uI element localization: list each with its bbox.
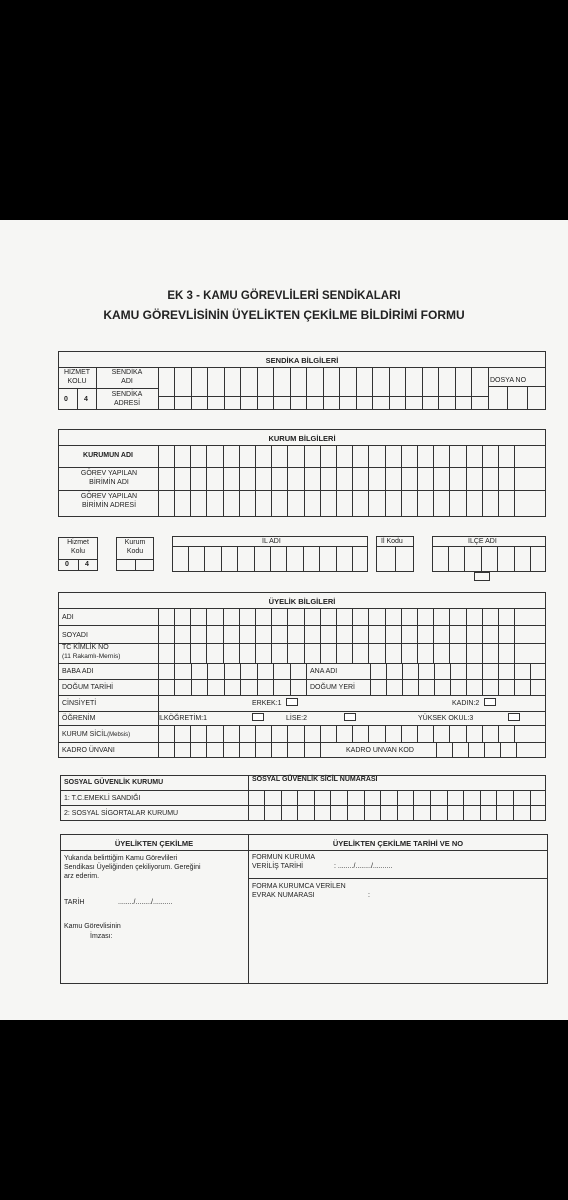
dosya-cell-divider xyxy=(527,386,528,410)
kurum-sicil-cell-divider xyxy=(417,725,418,742)
sendika-cell-divider xyxy=(191,367,192,410)
sosyal-cell-divider xyxy=(281,790,282,821)
soyadi-label: SOYADI xyxy=(62,632,88,639)
kurum-sicil-cell-divider xyxy=(320,725,321,742)
sendika-cell-divider xyxy=(455,367,456,410)
kurum-cell-divider xyxy=(239,445,240,517)
ilce-cell-divider xyxy=(530,546,531,572)
kurum-sicil-label: KURUM SİCİL(Mebsis) xyxy=(62,731,131,738)
ilkogretim-label: İLKÖĞRETİM:1 xyxy=(158,715,208,722)
sosyal-cell-divider xyxy=(480,790,481,821)
ilce-adi-label: İLÇE ADI xyxy=(468,538,497,545)
kurum-cell-divider xyxy=(255,445,256,517)
uyelik-cell-divider-left xyxy=(224,663,225,695)
sosyal-cell-divider xyxy=(496,790,497,821)
cekilme-right-header: ÜYELİKTEN ÇEKİLME TARİHİ VE NO xyxy=(332,839,464,848)
ilce-cell-divider xyxy=(514,546,515,572)
sendika-cell-divider xyxy=(224,367,225,410)
uyelik-cell-divider-left xyxy=(191,663,192,695)
sosyal-opt-emekli: 1: T.C.EMEKLİ SANDIĞI xyxy=(64,795,141,802)
kolu-digit-2: 4 xyxy=(84,396,88,403)
il-cell-divider xyxy=(303,546,304,572)
sendika-cell-divider xyxy=(257,367,258,410)
kadro-kod-cell-divider xyxy=(452,742,453,758)
lise-checkbox[interactable] xyxy=(344,713,356,721)
yuksek-okul-label: YÜKSEK OKUL:3 xyxy=(418,715,474,722)
uyelik-cell-divider-left xyxy=(273,663,274,695)
kurum-cell-divider xyxy=(336,445,337,517)
gorev-birim-adresi-label: GÖREV YAPILAN BİRİMİN ADRESİ xyxy=(80,493,138,509)
kurum-sicil-cell-divider xyxy=(287,725,288,742)
uyelik-cell-divider xyxy=(223,608,224,663)
kurum-sicil-cell-divider xyxy=(190,725,191,742)
uyelik-cell-divider xyxy=(401,608,402,663)
kurum-cell-divider xyxy=(417,445,418,517)
dogum-yeri-label: DOĞUM YERİ xyxy=(310,684,355,691)
kurum-header: KURUM BİLGİLERİ xyxy=(268,434,336,443)
sosyal-cell-divider xyxy=(397,790,398,821)
uyelik-cell-divider xyxy=(449,608,450,663)
sendika-cell-divider xyxy=(339,367,340,410)
tarih-label: TARİH xyxy=(64,899,85,906)
uyelik-cell-divider xyxy=(255,608,256,663)
uyelik-cell-divider xyxy=(239,608,240,663)
uyelik-cell-divider xyxy=(320,608,321,663)
tc-kimlik-label: TC KİMLİK NO xyxy=(62,644,109,651)
sendika-cell-divider xyxy=(290,367,291,410)
uyelik-cell-divider xyxy=(498,608,499,663)
sendika-cell-divider xyxy=(273,367,274,410)
ilkogretim-checkbox[interactable] xyxy=(252,713,264,721)
sosyal-cell-divider xyxy=(430,790,431,821)
kurum-cell-divider xyxy=(466,445,467,517)
uyelik-cell-divider xyxy=(385,608,386,663)
tarih-field[interactable]: ......../......../.......... xyxy=(118,899,173,906)
verilis-tarihi-label: VERİLİŞ TARİHİ xyxy=(252,863,304,870)
hizmet-kolu-label: HİZMET KOLU xyxy=(63,369,91,385)
uyelik-cell-divider xyxy=(336,608,337,663)
uyelik-cell-divider xyxy=(482,608,483,663)
yuksek-okul-checkbox[interactable] xyxy=(508,713,520,721)
kadro-cell-divider xyxy=(255,742,256,758)
kurum-sicil-cell-divider xyxy=(206,725,207,742)
uyelik-cell-divider xyxy=(287,608,288,663)
sosyal-cell-divider xyxy=(463,790,464,821)
uyelik-cell-divider xyxy=(304,608,305,663)
il-cell-divider xyxy=(204,546,205,572)
ana-adi-label: ANA ADI xyxy=(310,668,338,675)
sendika-cell-divider xyxy=(207,367,208,410)
kadin-label: KADIN:2 xyxy=(452,700,480,707)
verilis-tarihi-field[interactable]: : ......../......../.......... xyxy=(334,863,393,870)
kadro-cell-divider xyxy=(304,742,305,758)
erkek-checkbox[interactable] xyxy=(286,698,298,706)
uyelik-cell-divider-left xyxy=(257,663,258,695)
il-cell-divider xyxy=(336,546,337,572)
kurum-cell-divider xyxy=(206,445,207,517)
uyelik-cell-divider-left xyxy=(174,663,175,695)
kurum-sicil-cell-divider xyxy=(385,725,386,742)
kurum-cell-divider xyxy=(271,445,272,517)
uyelik-cell-divider-right xyxy=(370,663,371,695)
kurum-kodu-label: Kurum Kodu xyxy=(124,539,146,555)
kurum-cell-divider xyxy=(385,445,386,517)
kurum-cell-divider xyxy=(482,445,483,517)
dosya-no-label: DOSYA NO xyxy=(490,377,527,384)
sendika-cell-divider xyxy=(240,367,241,410)
sosyal-guvenlik-kurumu-header: SOSYAL GÜVENLİK KURUMU xyxy=(64,779,164,786)
adi-label: ADI xyxy=(62,614,74,621)
kadro-cell-divider xyxy=(174,742,175,758)
form-paper xyxy=(0,220,568,1020)
il-cell-divider xyxy=(286,546,287,572)
evrak-numarasi-label: EVRAK NUMARASI xyxy=(252,892,315,899)
uyelik-cell-divider xyxy=(417,608,418,663)
formun-kuruma-label: FORMUN KURUMA xyxy=(252,854,315,861)
kurum-cell-divider xyxy=(433,445,434,517)
uyelik-cell-divider xyxy=(271,608,272,663)
kurum-sicil-cell-divider xyxy=(368,725,369,742)
kurum-sicil-cell-divider xyxy=(449,725,450,742)
il-cell-divider xyxy=(221,546,222,572)
kadro-unvani-label: KADRO ÜNVANI xyxy=(62,747,115,754)
kadro-cell-divider xyxy=(190,742,191,758)
sendika-cell-divider xyxy=(306,367,307,410)
kurum-sicil-cell-divider xyxy=(271,725,272,742)
kurum-sicil-cell-divider xyxy=(466,725,467,742)
forma-kurumca-label: FORMA KURUMCA VERİLEN xyxy=(252,883,346,890)
il-cell-divider xyxy=(352,546,353,572)
statement-line2: Sendikası Üyeliğinden çekiliyorum. Gereğini xyxy=(64,864,201,871)
sosyal-cell-divider xyxy=(364,790,365,821)
uyelik-cell-divider-right xyxy=(466,663,467,695)
kurum-sicil-cell-divider xyxy=(498,725,499,742)
evrak-numarasi-field[interactable]: : xyxy=(368,892,370,899)
kadro-cell-divider xyxy=(271,742,272,758)
tc-kimlik-note: (11 Rakamlı-Mernis) xyxy=(62,653,121,660)
il-cell-divider xyxy=(319,546,320,572)
sosyal-guvenlik-sicil-header: SOSYAL GÜVENLİK SİCİL NUMARASI xyxy=(252,776,378,783)
kurum-sicil-cell-divider xyxy=(223,725,224,742)
kurum-cell-divider xyxy=(287,445,288,517)
uyelik-section xyxy=(58,592,546,758)
uyelik-cell-divider-left xyxy=(290,663,291,695)
uyelik-cell-divider-right xyxy=(402,663,403,695)
kurum-cell-divider xyxy=(449,445,450,517)
sendika-header: SENDİKA BİLGİLERİ xyxy=(265,356,339,365)
il-cell-divider xyxy=(270,546,271,572)
uyelik-cell-divider xyxy=(466,608,467,663)
uyelik-cell-divider-right xyxy=(482,663,483,695)
sendika-cell-divider xyxy=(174,367,175,410)
kurum-sicil-cell-divider xyxy=(514,725,515,742)
baba-adi-label: BABA ADI xyxy=(62,668,94,675)
kurum-sicil-cell-divider xyxy=(433,725,434,742)
kurum-cell-divider xyxy=(320,445,321,517)
sendika-adi-label: SENDİKA ADI xyxy=(111,369,143,385)
ilce-extra-box[interactable] xyxy=(474,572,490,581)
uyelik-cell-divider xyxy=(174,608,175,663)
cinsiyeti-label: CİNSİYETİ xyxy=(62,700,97,707)
kadro-kod-cell-divider xyxy=(484,742,485,758)
il-adi-label: İL ADI xyxy=(262,538,281,545)
cekilme-left-header: ÜYELİKTEN ÇEKİLME xyxy=(114,839,194,848)
sosyal-cell-divider xyxy=(380,790,381,821)
il-cell-divider xyxy=(254,546,255,572)
ilce-cell-divider xyxy=(497,546,498,572)
sosyal-cell-divider xyxy=(330,790,331,821)
il-cell-divider xyxy=(188,546,189,572)
uyelik-cell-divider xyxy=(514,608,515,663)
kurum-sicil-cell-divider xyxy=(255,725,256,742)
kadro-cell-divider xyxy=(320,742,321,758)
sosyal-cell-divider xyxy=(314,790,315,821)
hizmet-kolu-code-digit-1: 0 xyxy=(65,561,69,568)
il-kodu-label: İl Kodu xyxy=(381,538,403,545)
statement-line1: Yukarıda belirttiğim Kamu Görevlileri xyxy=(64,855,178,862)
hizmet-kolu-code-digit-2: 4 xyxy=(85,561,89,568)
sendika-cell-divider xyxy=(356,367,357,410)
kurum-sicil-cell-divider xyxy=(174,725,175,742)
ogrenim-label: ÖĞRENİM xyxy=(62,715,96,722)
sosyal-cell-divider xyxy=(513,790,514,821)
uyelik-cell-divider-right xyxy=(450,663,451,695)
kurum-cell-divider xyxy=(304,445,305,517)
sendika-cell-divider xyxy=(422,367,423,410)
kadro-kod-cell-divider xyxy=(500,742,501,758)
uyelik-cell-divider-right xyxy=(418,663,419,695)
sosyal-cell-divider xyxy=(413,790,414,821)
kadro-kod-cell-divider xyxy=(468,742,469,758)
sendika-cell-divider xyxy=(323,367,324,410)
sendika-cell-divider xyxy=(389,367,390,410)
uyelik-cell-divider-right xyxy=(530,663,531,695)
uyelik-cell-divider xyxy=(206,608,207,663)
sosyal-cell-divider xyxy=(530,790,531,821)
statement-line3: arz ederim. xyxy=(64,873,100,880)
sosyal-cell-divider xyxy=(447,790,448,821)
kurum-cell-divider xyxy=(514,445,515,517)
sosyal-cell-divider xyxy=(264,790,265,821)
kurum-cell-divider xyxy=(368,445,369,517)
ilce-cell-divider xyxy=(481,546,482,572)
kadro-cell-divider xyxy=(239,742,240,758)
kadro-kod-cell-divider xyxy=(516,742,517,758)
ilce-cell-divider xyxy=(464,546,465,572)
dosya-cell-divider xyxy=(507,386,508,410)
sendika-cell-divider xyxy=(405,367,406,410)
kurum-sicil-cell-divider xyxy=(352,725,353,742)
kurum-cell-divider xyxy=(174,445,175,517)
ilce-cell-divider xyxy=(448,546,449,572)
gorev-birim-adi-label: GÖREV YAPILAN BİRİMİN ADI xyxy=(80,470,138,486)
uyelik-header: ÜYELİK BİLGİLERİ xyxy=(268,597,336,606)
sendika-cell-divider xyxy=(471,367,472,410)
kamu-gorevlisinin-label: Kamu Görevlisinin xyxy=(64,923,121,930)
sosyal-cell-divider xyxy=(297,790,298,821)
uyelik-cell-divider-right xyxy=(386,663,387,695)
form-title-line1: EK 3 - KAMU GÖREVLİLERİ SENDİKALARI xyxy=(167,290,401,302)
kurum-sicil-cell-divider xyxy=(336,725,337,742)
kurum-sicil-cell-divider xyxy=(239,725,240,742)
kadro-cell-divider xyxy=(223,742,224,758)
imzasi-label: İmzası: xyxy=(90,933,113,940)
kurum-adi-label: KURUMUN ADI xyxy=(83,452,133,459)
kurum-sicil-cell-divider xyxy=(304,725,305,742)
sosyal-opt-ssk: 2: SOSYAL SİGORTALAR KURUMU xyxy=(64,810,179,817)
lise-label: LİSE:2 xyxy=(286,715,308,722)
kurum-sicil-cell-divider xyxy=(401,725,402,742)
kurum-cell-divider xyxy=(352,445,353,517)
hizmet-kolu-code-label: Hizmet Kolu xyxy=(67,539,89,555)
sendika-cell-divider xyxy=(372,367,373,410)
erkek-label: ERKEK:1 xyxy=(252,700,282,707)
uyelik-cell-divider-left xyxy=(240,663,241,695)
uyelik-cell-divider-right xyxy=(498,663,499,695)
il-cell-divider xyxy=(237,546,238,572)
kurum-cell-divider xyxy=(190,445,191,517)
kurum-cell-divider xyxy=(223,445,224,517)
uyelik-cell-divider-right xyxy=(434,663,435,695)
dogum-tarihi-label: DOĞUM TARİHİ xyxy=(62,684,114,691)
sendika-adresi-label: SENDİKA ADRESİ xyxy=(111,391,143,407)
sosyal-cell-divider xyxy=(347,790,348,821)
kurum-cell-divider xyxy=(498,445,499,517)
kadro-unvan-kod-label: KADRO UNVAN KOD xyxy=(346,747,414,754)
uyelik-cell-divider-right xyxy=(514,663,515,695)
form-title-line2: KAMU GÖREVLİSİNİN ÜYELİKTEN ÇEKİLME BİLDİRİMİ FORMU xyxy=(103,308,465,322)
uyelik-cell-divider xyxy=(352,608,353,663)
kolu-digit-1: 0 xyxy=(64,396,68,403)
uyelik-cell-divider xyxy=(190,608,191,663)
kadro-cell-divider xyxy=(287,742,288,758)
kadro-cell-divider xyxy=(206,742,207,758)
uyelik-cell-divider xyxy=(368,608,369,663)
sendika-cell-divider xyxy=(438,367,439,410)
kadin-checkbox[interactable] xyxy=(484,698,496,706)
kurum-cell-divider xyxy=(401,445,402,517)
kurum-sicil-cell-divider xyxy=(482,725,483,742)
uyelik-cell-divider-left xyxy=(207,663,208,695)
uyelik-cell-divider xyxy=(433,608,434,663)
